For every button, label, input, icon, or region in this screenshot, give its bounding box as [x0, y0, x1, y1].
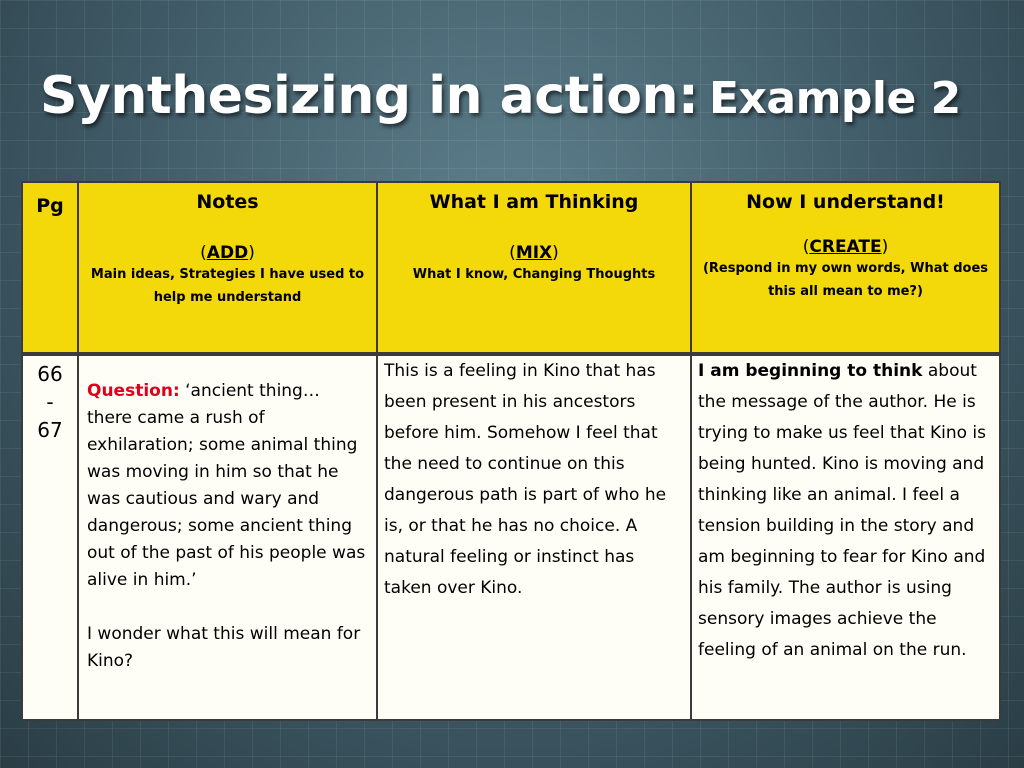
header-notes-code-text: ADD [206, 243, 249, 263]
understand-lead: I am beginning to think [698, 361, 923, 381]
understand-cell [691, 354, 1000, 720]
header-notes-code: (ADD) [200, 243, 255, 263]
header-thinking-label: What I am Thinking [429, 191, 639, 213]
content-row [22, 354, 1000, 720]
quote-text: ‘ancient thing… there came a rush of exhilaration; some animal thing was moving in him so that he was cautious and wary and dangerous; some ancient thing out of the past of his people was alive in him.’ [87, 381, 366, 590]
wonder-text: I wonder what this will mean for Kino? [87, 624, 361, 671]
understand-rest: about the message of the author. He is trying to make us feel that Kino is being hunted. Kino is moving and thinking like an animal. I feel a tension building in the story and am beginning to fear for Kino and his family. The author is using sensory images achieve the feeling of an animal on the run. [698, 361, 986, 660]
header-understand-desc: (Respond in my own words, What does this all mean to me?) [702, 261, 989, 299]
thinking-cell: This is a feeling in Kino that has been present in his ancestors before him. Somehow I feel that the need to continue on this dangerous path is part of who he is, or that he has no choice. A natural feeling or instinct has taken over Kino. [377, 354, 691, 720]
header-row [22, 182, 1000, 354]
header-notes-label: Notes [196, 191, 259, 213]
title-sub: Example 2 [708, 73, 961, 124]
header-understand-code: (CREATE) [802, 237, 889, 257]
header-thinking [377, 182, 691, 354]
header-understand-label: Now I understand! [746, 191, 945, 213]
header-understand-code-text: CREATE [809, 237, 882, 257]
question-label: Question: [87, 381, 180, 401]
title-main: Synthesizing in action: [40, 66, 699, 126]
slide-title [40, 66, 961, 126]
page-end: 67 [37, 418, 63, 442]
page-range-cell [22, 354, 78, 720]
header-notes [78, 182, 377, 354]
page-start: 66 [37, 362, 63, 386]
header-notes-desc: Main ideas, Strategies I have used to help me understand [90, 267, 365, 305]
page-dash: - [46, 390, 54, 414]
notes-cell [78, 354, 377, 720]
header-understand [691, 182, 1000, 354]
notes-quote [87, 378, 368, 594]
synthesis-table [21, 181, 1001, 721]
header-thinking-code-text: MIX [515, 243, 553, 263]
header-thinking-code: (MIX) [509, 243, 559, 263]
header-thinking-desc: What I know, Changing Thoughts [412, 267, 656, 282]
header-pg: Pg [22, 182, 78, 354]
